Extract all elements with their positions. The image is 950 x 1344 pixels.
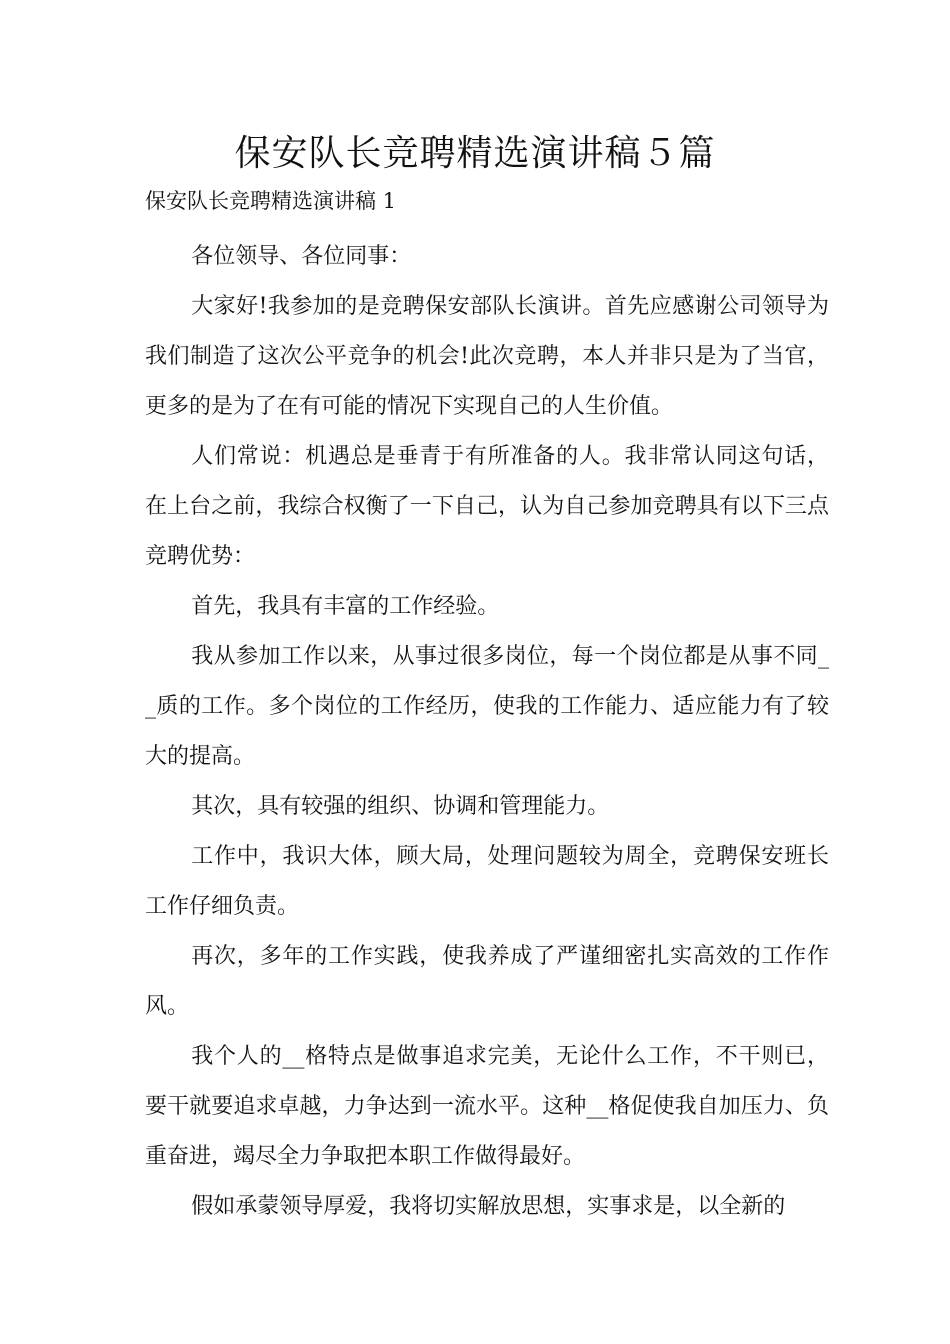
paragraph: 大家好!我参加的是竞聘保安部队长演讲。首先应感谢公司领导为我们制造了这次公平竞争的机会!此次竞聘，本人并非只是为了当官，更多的是为了在有可能的情况下实现自己的人生价值。 — [145, 294, 829, 419]
paragraph: 工作中，我识大体，顾大局，处理问题较为周全，竞聘保安班长工作仔细负责。 — [145, 844, 829, 919]
paragraph: 我从参加工作以来，从事过很多岗位，每一个岗位都是从事不同__质的工作。多个岗位的工作经历，使我的工作能力、适应能力有了较大的提高。 — [145, 644, 829, 769]
document-body — [145, 232, 829, 1232]
paragraph: 首先，我具有丰富的工作经验。 — [191, 594, 500, 619]
paragraph: 其次，具有较强的组织、协调和管理能力。 — [191, 794, 610, 819]
document-subtitle: 保安队长竞聘精选演讲稿 1 — [145, 189, 397, 213]
paragraph: 假如承蒙领导厚爱，我将切实解放思想，实事求是，以全新的 — [191, 1194, 786, 1219]
paragraph: 我个人的__格特点是做事追求完美，无论什么工作，不干则已，要干就要追求卓越，力争达到一流水平。这种__格促使我自加压力、负重奋进，竭尽全力争取把本职工作做得最好。 — [145, 1044, 829, 1169]
paragraph: 再次，多年的工作实践，使我养成了严谨细密扎实高效的工作作风。 — [145, 944, 829, 1019]
paragraph-greeting: 各位领导、各位同事： — [191, 244, 412, 269]
paragraph: 人们常说：机遇总是垂青于有所准备的人。我非常认同这句话，在上台之前，我综合权衡了一下自己，认为自己参加竞聘具有以下三点竞聘优势： — [145, 444, 829, 569]
document-title: 保安队长竞聘精选演讲稿５篇 — [234, 133, 716, 174]
